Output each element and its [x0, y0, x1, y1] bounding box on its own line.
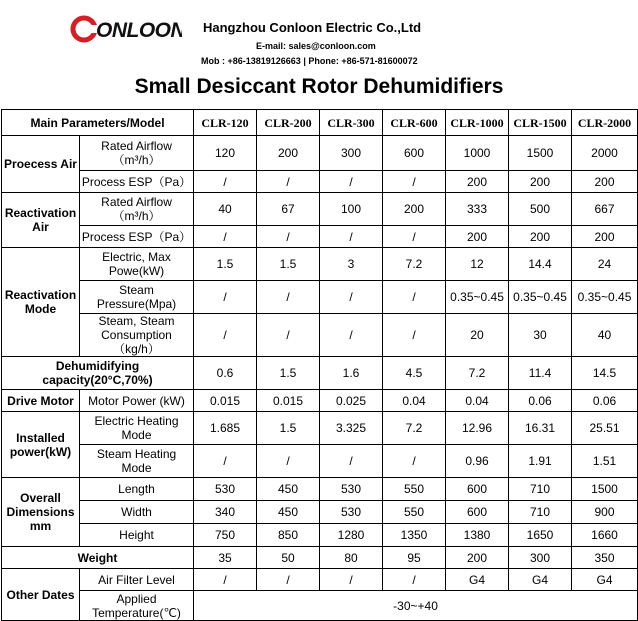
parameter-label: Rated Airflow （m³/h）	[80, 136, 194, 171]
value-cell: /	[383, 569, 446, 591]
value-cell: 0.35~0.45	[572, 281, 638, 314]
model-header: CLR-200	[257, 110, 320, 136]
value-cell: /	[383, 281, 446, 314]
value-cell: 333	[446, 193, 509, 226]
value-cell: 1.6	[320, 357, 383, 390]
value-cell: /	[320, 569, 383, 591]
group-label: Weight	[2, 547, 194, 569]
temperature-range-cell: -30~+40	[194, 591, 638, 621]
value-cell: 0.35~0.45	[446, 281, 509, 314]
value-cell: 1280	[320, 524, 383, 547]
group-label: Reactivation Mode	[2, 248, 80, 357]
group-label: Dehumidifying capacity(20°C,70%)	[2, 357, 194, 390]
value-cell: 0.015	[194, 390, 257, 412]
value-cell: 710	[509, 501, 572, 524]
table-row	[2, 591, 638, 621]
company-name: Hangzhou Conloon Electric Co.,Ltd	[203, 20, 422, 35]
value-cell: 350	[572, 547, 638, 569]
table-row	[2, 478, 638, 501]
value-cell: 80	[320, 547, 383, 569]
value-cell: 450	[257, 501, 320, 524]
model-header: CLR-1000	[446, 110, 509, 136]
parameter-label: Motor Power (kW)	[80, 390, 194, 412]
value-cell: 12	[446, 248, 509, 281]
value-cell: /	[320, 171, 383, 193]
parameter-label: Electric, Max Powe(kW)	[80, 248, 194, 281]
group-label: Drive Motor	[2, 390, 80, 412]
table-row	[2, 524, 638, 547]
value-cell: /	[257, 445, 320, 478]
value-cell: 530	[320, 478, 383, 501]
header-row	[2, 110, 638, 136]
parameter-label: Applied Temperature(℃)	[80, 591, 194, 621]
value-cell: /	[194, 445, 257, 478]
value-cell: 1500	[509, 136, 572, 171]
value-cell: 1.51	[572, 445, 638, 478]
table-row	[2, 171, 638, 193]
value-cell: /	[257, 281, 320, 314]
value-cell: 40	[194, 193, 257, 226]
value-cell: 300	[509, 547, 572, 569]
parameter-label: Air Filter Level	[80, 569, 194, 591]
value-cell: 95	[383, 547, 446, 569]
parameter-label: Width	[80, 501, 194, 524]
group-label: Installed power(kW)	[2, 412, 80, 478]
table-row	[2, 193, 638, 226]
value-cell: 1.5	[194, 248, 257, 281]
model-header: CLR-2000	[572, 110, 638, 136]
value-cell: 7.2	[446, 357, 509, 390]
value-cell: 0.025	[320, 390, 383, 412]
value-cell: 0.04	[446, 390, 509, 412]
value-cell: 600	[383, 136, 446, 171]
parameter-label: Steam, Steam Consumption（kg/h）	[80, 314, 194, 357]
logo-mark-icon	[70, 14, 182, 44]
value-cell: 1660	[572, 524, 638, 547]
table-row	[2, 226, 638, 248]
group-label: Other Dates	[2, 569, 80, 621]
value-cell: 7.2	[383, 412, 446, 445]
value-cell: 25.51	[572, 412, 638, 445]
value-cell: 14.5	[572, 357, 638, 390]
value-cell: 3	[320, 248, 383, 281]
value-cell: 1.5	[257, 248, 320, 281]
value-cell: 67	[257, 193, 320, 226]
logo-wordmark: ONLOON	[96, 19, 182, 42]
value-cell: 20	[446, 314, 509, 357]
model-header: CLR-120	[194, 110, 257, 136]
value-cell: /	[383, 226, 446, 248]
value-cell: /	[194, 226, 257, 248]
value-cell: 1650	[509, 524, 572, 547]
value-cell: /	[320, 314, 383, 357]
value-cell: /	[257, 314, 320, 357]
value-cell: 0.35~0.45	[509, 281, 572, 314]
value-cell: 450	[257, 478, 320, 501]
value-cell: /	[320, 445, 383, 478]
value-cell: /	[194, 281, 257, 314]
value-cell: 200	[446, 171, 509, 193]
conloon-logo	[70, 14, 182, 44]
value-cell: 100	[320, 193, 383, 226]
table-row	[2, 248, 638, 281]
table-row	[2, 569, 638, 591]
value-cell: 530	[320, 501, 383, 524]
value-cell: 600	[446, 478, 509, 501]
value-cell: 14.4	[509, 248, 572, 281]
value-cell: G4	[509, 569, 572, 591]
value-cell: 4.5	[383, 357, 446, 390]
value-cell: 7.2	[383, 248, 446, 281]
value-cell: 530	[194, 478, 257, 501]
parameter-label: Length	[80, 478, 194, 501]
table-row	[2, 412, 638, 445]
value-cell: 0.015	[257, 390, 320, 412]
value-cell: 200	[446, 226, 509, 248]
value-cell: 500	[509, 193, 572, 226]
value-cell: 667	[572, 193, 638, 226]
parameter-label: Height	[80, 524, 194, 547]
value-cell: 600	[446, 501, 509, 524]
value-cell: 35	[194, 547, 257, 569]
value-cell: /	[320, 281, 383, 314]
value-cell: /	[257, 226, 320, 248]
value-cell: 550	[383, 501, 446, 524]
value-cell: 200	[572, 171, 638, 193]
value-cell: 24	[572, 248, 638, 281]
value-cell: /	[194, 569, 257, 591]
value-cell: 200	[572, 226, 638, 248]
value-cell: 900	[572, 501, 638, 524]
value-cell: G4	[572, 569, 638, 591]
value-cell: 30	[509, 314, 572, 357]
value-cell: 1380	[446, 524, 509, 547]
value-cell: 0.06	[572, 390, 638, 412]
parameter-label: Electric Heating Mode	[80, 412, 194, 445]
value-cell: 1000	[446, 136, 509, 171]
table-row	[2, 445, 638, 478]
model-header: CLR-300	[320, 110, 383, 136]
parameter-label: Steam Heating Mode	[80, 445, 194, 478]
table-row	[2, 357, 638, 390]
value-cell: /	[320, 226, 383, 248]
value-cell: 1.685	[194, 412, 257, 445]
value-cell: 1.5	[257, 357, 320, 390]
parameter-label: Steam Pressure(Mpa)	[80, 281, 194, 314]
table-row	[2, 136, 638, 171]
value-cell: /	[194, 314, 257, 357]
spec-table	[1, 109, 638, 621]
value-cell: 12.96	[446, 412, 509, 445]
page-header	[0, 0, 638, 72]
value-cell: 0.6	[194, 357, 257, 390]
value-cell: 0.96	[446, 445, 509, 478]
value-cell: 16.31	[509, 412, 572, 445]
value-cell: 300	[320, 136, 383, 171]
parameter-label: Rated Airflow （m³/h）	[80, 193, 194, 226]
value-cell: 550	[383, 478, 446, 501]
value-cell: 710	[509, 478, 572, 501]
value-cell: 340	[194, 501, 257, 524]
parameter-label: Process ESP（Pa）	[80, 226, 194, 248]
group-label: Reactivation Air	[2, 193, 80, 248]
value-cell: 1350	[383, 524, 446, 547]
value-cell: 0.04	[383, 390, 446, 412]
table-row	[2, 281, 638, 314]
value-cell: 2000	[572, 136, 638, 171]
group-label: Proecess Air	[2, 136, 80, 193]
model-header: CLR-1500	[509, 110, 572, 136]
value-cell: 1.91	[509, 445, 572, 478]
value-cell: /	[383, 445, 446, 478]
value-cell: 0.06	[509, 390, 572, 412]
table-row	[2, 314, 638, 357]
corner-header: Main Parameters/Model	[2, 110, 194, 136]
value-cell: 200	[257, 136, 320, 171]
value-cell: /	[383, 171, 446, 193]
value-cell: 850	[257, 524, 320, 547]
value-cell: 40	[572, 314, 638, 357]
table-row	[2, 501, 638, 524]
value-cell: 200	[509, 226, 572, 248]
value-cell: 200	[509, 171, 572, 193]
parameter-label: Process ESP（Pa）	[80, 171, 194, 193]
value-cell: 1500	[572, 478, 638, 501]
value-cell: G4	[446, 569, 509, 591]
value-cell: /	[257, 569, 320, 591]
value-cell: 50	[257, 547, 320, 569]
value-cell: 3.325	[320, 412, 383, 445]
value-cell: 120	[194, 136, 257, 171]
company-email: E-mail: sales@conloon.com	[256, 41, 376, 51]
value-cell: /	[257, 171, 320, 193]
value-cell: /	[383, 314, 446, 357]
model-header: CLR-600	[383, 110, 446, 136]
value-cell: /	[194, 171, 257, 193]
value-cell: 200	[383, 193, 446, 226]
value-cell: 1.5	[257, 412, 320, 445]
value-cell: 11.4	[509, 357, 572, 390]
page-title: Small Desiccant Rotor Dehumidifiers	[134, 75, 504, 98]
value-cell: 200	[446, 547, 509, 569]
company-phone: Mob : +86-13819126663 | Phone: +86-571-81600072	[201, 56, 418, 66]
table-row	[2, 547, 638, 569]
value-cell: 750	[194, 524, 257, 547]
group-label: Overall Dimensions mm	[2, 478, 80, 547]
table-row	[2, 390, 638, 412]
